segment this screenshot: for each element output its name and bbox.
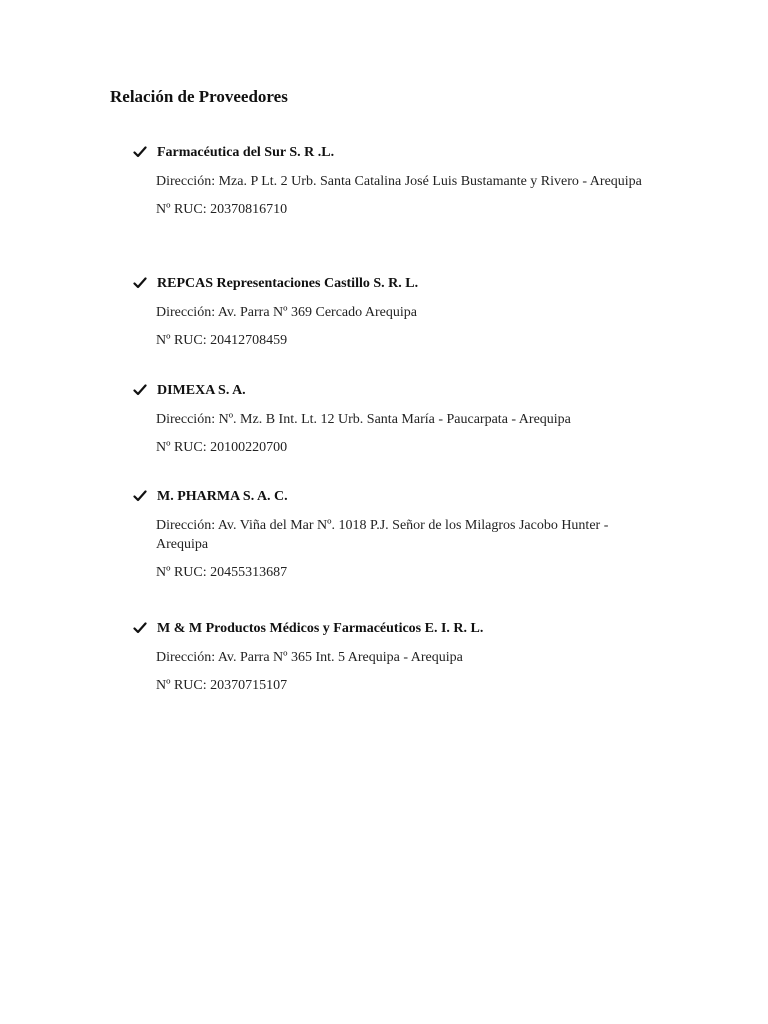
address-value: Av. Viña del Mar Nº. 1018 P.J. Señor de los Milagros Jacobo Hunter - Arequipa bbox=[156, 518, 609, 552]
address-label: Dirección: bbox=[156, 305, 216, 320]
address-value: Mza. P Lt. 2 Urb. Santa Catalina José Luis Bustamante y Rivero - Arequipa bbox=[218, 174, 642, 189]
ruc-value: 20412708459 bbox=[210, 333, 288, 348]
supplier-address bbox=[156, 410, 656, 429]
address-value: Av. Parra Nº 369 Cercado Arequipa bbox=[217, 305, 417, 320]
address-label: Dirección: bbox=[156, 518, 216, 533]
supplier-name: DIMEXA S. A. bbox=[157, 383, 246, 398]
address-label: Dirección: bbox=[156, 650, 216, 665]
check-icon bbox=[133, 383, 147, 397]
supplier-ruc bbox=[156, 331, 693, 350]
supplier-name: REPCAS Representaciones Castillo S. R. L. bbox=[157, 276, 419, 291]
ruc-value: 20100220700 bbox=[210, 440, 288, 455]
supplier-item bbox=[133, 381, 693, 457]
ruc-value: 20370816710 bbox=[210, 202, 288, 217]
check-icon bbox=[133, 621, 147, 635]
ruc-value: 20370715107 bbox=[210, 678, 288, 693]
ruc-value: 20455313687 bbox=[210, 565, 288, 580]
supplier-address bbox=[156, 303, 656, 322]
ruc-label: Nº RUC: bbox=[156, 202, 207, 217]
ruc-label: Nº RUC: bbox=[156, 678, 207, 693]
supplier-ruc bbox=[156, 438, 693, 457]
supplier-ruc bbox=[156, 676, 693, 695]
supplier-name: M. PHARMA S. A. C. bbox=[157, 489, 288, 504]
address-value: Av. Parra Nº 365 Int. 5 Arequipa - Arequipa bbox=[217, 650, 463, 665]
supplier-item bbox=[133, 143, 693, 219]
check-icon bbox=[133, 276, 147, 290]
supplier-item bbox=[133, 274, 693, 350]
check-icon bbox=[133, 489, 147, 503]
ruc-label: Nº RUC: bbox=[156, 333, 207, 348]
supplier-address bbox=[156, 172, 656, 191]
supplier-item bbox=[133, 487, 693, 582]
supplier-address bbox=[156, 516, 656, 554]
check-icon bbox=[133, 145, 147, 159]
ruc-label: Nº RUC: bbox=[156, 440, 207, 455]
address-label: Dirección: bbox=[156, 412, 216, 427]
supplier-ruc bbox=[156, 563, 693, 582]
page-title: Relación de Proveedores bbox=[110, 87, 288, 106]
ruc-label: Nº RUC: bbox=[156, 565, 207, 580]
address-label: Dirección: bbox=[156, 174, 216, 189]
supplier-address bbox=[156, 648, 656, 667]
address-value: Nº. Mz. B Int. Lt. 12 Urb. Santa María - Paucarpata - Arequipa bbox=[218, 412, 571, 427]
supplier-ruc bbox=[156, 200, 693, 219]
supplier-name: Farmacéutica del Sur S. R .L. bbox=[157, 145, 335, 160]
supplier-name: M & M Productos Médicos y Farmacéuticos E. I. R. L. bbox=[157, 621, 484, 636]
supplier-item bbox=[133, 619, 693, 695]
